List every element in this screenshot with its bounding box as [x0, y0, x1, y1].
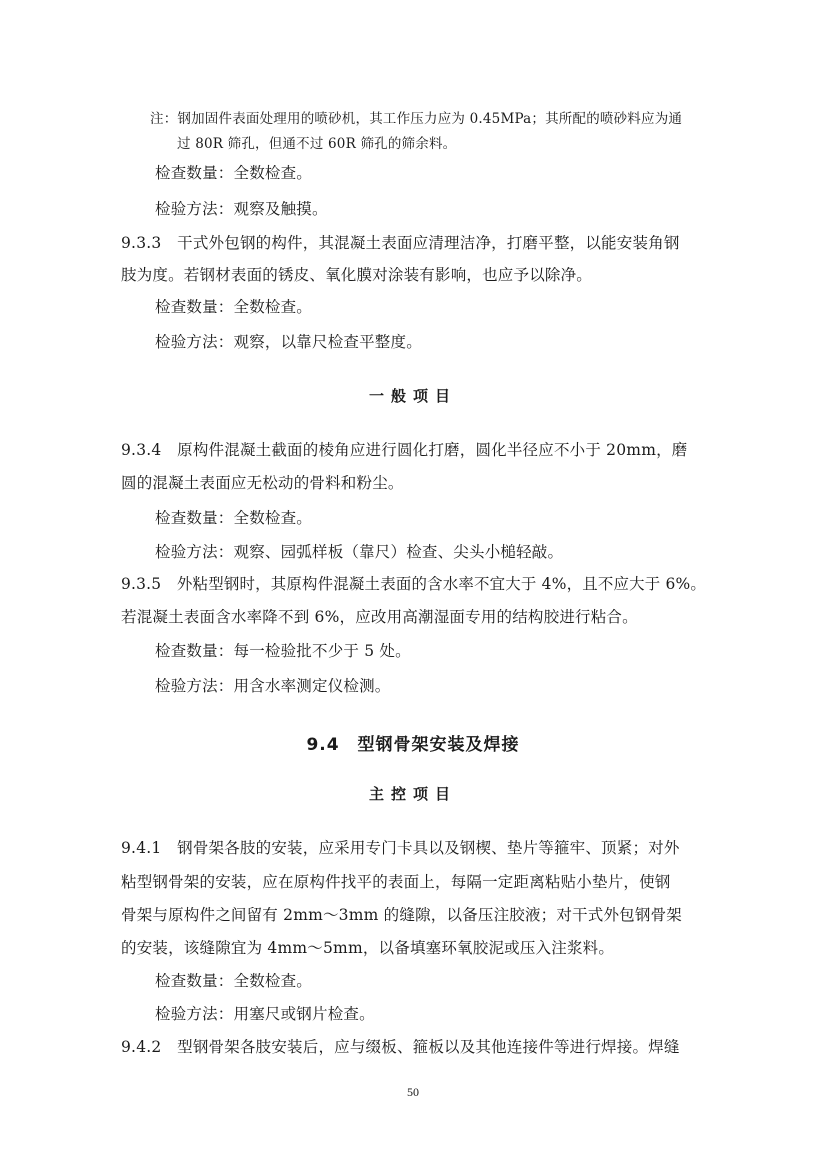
subsection-heading-general-items: 一般项目 [368, 387, 457, 405]
document-page: 注：钢加固件表面处理用的喷砂机，其工作压力应为 0.45MPa；其所配的喷砂料应为通 过 80R 筛孔，但通不过 60R 筛孔的筛余料。 检查数量：全数检查。 检验方法：观察及触摸。 9.3.3 干式外包钢的构件，其混凝土表面应清理洁净，打磨平整，以能安装角钢 肢为度。若钢材表面的锈皮、氧化膜对涂装有影响，也应予以除净。 检查数量：全数检查。 检验方法：观察，以靠尺检查平整度。 一般项目 9.3.4 原构件混凝土截面的棱角应进行圆化打磨，圆化半径应不小于 20mm，磨 圆的混凝土表面应无松动的骨料和粉尘。 检查数量：全数检查。 检验方法：观察、园弧样板（靠尺）检查、尖头小槌轻敲。 9.3.5 外粘型钢时，其原构件混凝土表面的含水率不宜大于 4%，且不应大于 6%。 若混凝土表面含水率降不到 6%，应改用高潮湿面专用的结构胶进行粘合。 检查数量：每一检验批不少于 5 处。 检验方法：用含水率测定仪检测。 9.4 型钢骨架安装及焊接 主控项目 9.4.1 钢骨架各肢的安装，应采用专门卡具以及钢楔、垫片等箍牢、顶紧；对外 粘型钢骨架的安装，应在原构件找平的表面上，每隔一定距离粘贴小垫片，使钢 骨架与原构件之间留有 2mm～3mm 的缝隙，以备压注胶液；对干式外包钢骨架 的安装，该缝隙宜为 4mm～5mm，以备填塞环氧胶泥或压入注浆料。 检查数量：全数检查。 检验方法：用塞尺或钢片检查。 9.4.2 型钢骨架各肢安装后，应与缀板、箍板以及其他连接件等进行焊接。焊缝 50 [0, 0, 826, 1169]
page-number: 50 [407, 1085, 419, 1099]
subsection-heading-main-control-items: 主控项目 [368, 785, 457, 803]
section-heading-9-4: 9.4 型钢骨架安装及焊接 [306, 735, 520, 755]
